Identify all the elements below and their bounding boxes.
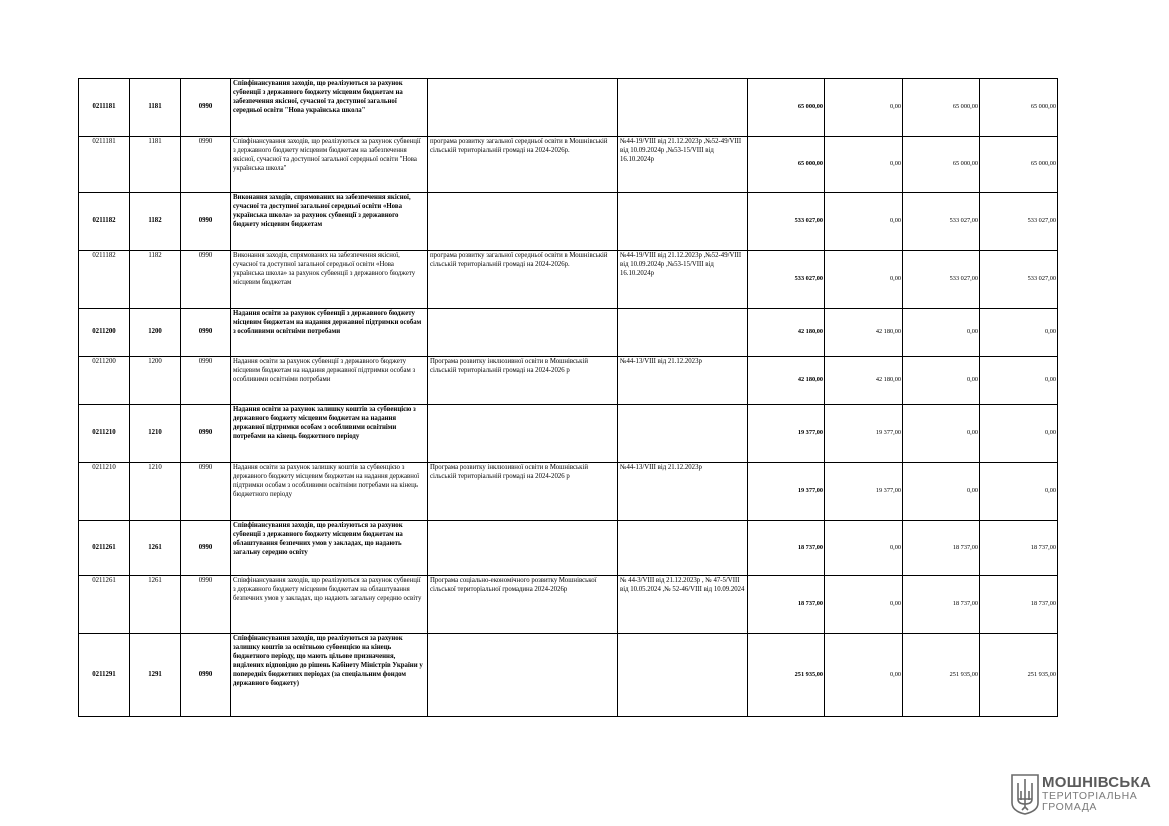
council-decision-cell [618,521,748,576]
development-budget-cell: 0,00 [980,463,1058,521]
measure-name-cell: Виконання заходів, спрямованих на забезпечення якісної, сучасної та доступної загальної середньої освіти «Нова українська школа» за рахунок субвенції з державного бюджету місцевим бюджетам [231,193,428,251]
logo-subtitle-2: ГРОМАДА [1042,801,1098,813]
general-fund-cell: 0,00 [825,193,903,251]
function-code-cell: 0990 [181,576,231,634]
council-decision-cell: №44-13/VIII від 21.12.2023р [618,463,748,521]
community-logo [1010,773,1150,815]
council-decision-cell [618,309,748,357]
general-fund-cell: 0,00 [825,576,903,634]
budget-table [78,78,1058,717]
development-budget-cell: 18 737,00 [980,576,1058,634]
general-fund-cell: 19 377,00 [825,405,903,463]
total-amount-cell: 533 027,00 [748,193,825,251]
total-amount-cell: 18 737,00 [748,521,825,576]
council-decision-cell [618,405,748,463]
table-row-subtotal [79,309,1058,357]
local-program-cell: програма розвитку загальної середньої освіти в Мошнівській сільській територіальній громаді на 2024-2026р. [428,137,618,193]
typical-program-code-cell: 1291 [130,634,181,717]
measure-name-cell: Співфінансування заходів, що реалізуються за рахунок субвенції з державного бюджету місцевим бюджетам на забезпечення якісної, сучасної та доступної загальної середньої освіти "Нова українська школа" [231,137,428,193]
program-code-cell: 0211210 [79,405,130,463]
measure-name-cell: Співфінансування заходів, що реалізуються за рахунок субвенції з державного бюджету місцевим бюджетам на забезпечення якісної, сучасної та доступної загальної середньої освіти "Нова українська школа" [231,79,428,137]
table-row [79,251,1058,309]
program-code-cell: 0211210 [79,463,130,521]
trident-emblem-icon [1010,773,1040,815]
total-amount-cell: 42 180,00 [748,309,825,357]
local-program-cell [428,634,618,717]
development-budget-cell: 0,00 [980,357,1058,405]
measure-name-cell: Співфінансування заходів, що реалізуються за рахунок субвенції з державного бюджету місцевим бюджетам на облаштування безпечних умов у закладах, що надають загальну середню освіту [231,576,428,634]
function-code-cell: 0990 [181,463,231,521]
program-code-cell: 0211182 [79,193,130,251]
table-row-subtotal [79,521,1058,576]
development-budget-cell: 0,00 [980,405,1058,463]
total-amount-cell: 251 935,00 [748,634,825,717]
function-code-cell: 0990 [181,193,231,251]
council-decision-cell [618,79,748,137]
table-row-subtotal [79,193,1058,251]
function-code-cell: 0990 [181,251,231,309]
local-program-cell [428,79,618,137]
local-program-cell [428,309,618,357]
total-amount-cell: 65 000,00 [748,137,825,193]
general-fund-cell: 42 180,00 [825,309,903,357]
special-fund-cell: 251 935,00 [903,634,980,717]
development-budget-cell: 65 000,00 [980,137,1058,193]
total-amount-cell: 19 377,00 [748,405,825,463]
budget-table-body [79,79,1058,717]
development-budget-cell: 533 027,00 [980,193,1058,251]
table-row [79,357,1058,405]
general-fund-cell: 0,00 [825,521,903,576]
typical-program-code-cell: 1261 [130,521,181,576]
measure-name-cell: Виконання заходів, спрямованих на забезпечення якісної, сучасної та доступної загальної середньої освіти «Нова українська школа» за рахунок субвенції з державного бюджету місцевим бюджетам [231,251,428,309]
local-program-cell: Програма розвитку інклюзивної освіти в Мошнівській сільській територіальній громаді на 2024-2026 р [428,463,618,521]
council-decision-cell: №44-19/VIII від 21.12.2023р ,№52-49/VIII від 10.09.2024р ,№53-15/VIII від 16.10.2024р [618,251,748,309]
special-fund-cell: 0,00 [903,357,980,405]
general-fund-cell: 0,00 [825,251,903,309]
program-code-cell: 0211200 [79,309,130,357]
total-amount-cell: 65 000,00 [748,79,825,137]
total-amount-cell: 533 027,00 [748,251,825,309]
general-fund-cell: 0,00 [825,137,903,193]
development-budget-cell: 533 027,00 [980,251,1058,309]
council-decision-cell: № 44-3/VIII від 21.12.2023р , № 47-5/VIII від 10.05.2024 ,№ 52-46/VIII від 10.09.2024 [618,576,748,634]
development-budget-cell: 18 737,00 [980,521,1058,576]
program-code-cell: 0211182 [79,251,130,309]
special-fund-cell: 0,00 [903,463,980,521]
program-code-cell: 0211200 [79,357,130,405]
table-row [79,576,1058,634]
measure-name-cell: Співфінансування заходів, що реалізуються за рахунок залишку коштів за освітньою субвенцією на кінець бюджетного періоду, що мають цільове призначення, виділених відповідно до рішень Кабінету Міністрів України у попередніх бюджетних періодах (за спеціальним фондом державного бюджету) [231,634,428,717]
typical-program-code-cell: 1210 [130,405,181,463]
typical-program-code-cell: 1261 [130,576,181,634]
function-code-cell: 0990 [181,634,231,717]
program-code-cell: 0211181 [79,137,130,193]
special-fund-cell: 65 000,00 [903,79,980,137]
measure-name-cell: Надання освіти за рахунок залишку коштів за субвенцією з державного бюджету місцевим бюджетам на надання державної підтримки особам з особливими освітніми потребами на кінець бюджетного періоду [231,463,428,521]
logo-title: МОШНІВСЬКА [1042,774,1152,791]
function-code-cell: 0990 [181,79,231,137]
council-decision-cell: №44-13/VIII від 21.12.2023р [618,357,748,405]
typical-program-code-cell: 1181 [130,79,181,137]
local-program-cell [428,405,618,463]
typical-program-code-cell: 1182 [130,193,181,251]
special-fund-cell: 65 000,00 [903,137,980,193]
measure-name-cell: Надання освіти за рахунок залишку коштів за субвенцією з державного бюджету місцевим бюджетам на надання державної підтримки особам з особливими освітніми потребами на кінець бюджетного періоду [231,405,428,463]
special-fund-cell: 18 737,00 [903,521,980,576]
function-code-cell: 0990 [181,357,231,405]
table-row-subtotal [79,634,1058,717]
council-decision-cell [618,193,748,251]
special-fund-cell: 18 737,00 [903,576,980,634]
special-fund-cell: 0,00 [903,309,980,357]
local-program-cell: Програма розвитку інклюзивної освіти в Мошнівській сільській територіальній громаді на 2024-2026 р [428,357,618,405]
function-code-cell: 0990 [181,137,231,193]
general-fund-cell: 42 180,00 [825,357,903,405]
local-program-cell [428,193,618,251]
function-code-cell: 0990 [181,521,231,576]
typical-program-code-cell: 1181 [130,137,181,193]
logo-subtitle-1: ТЕРИТОРІАЛЬНА [1042,790,1138,802]
program-code-cell: 0211291 [79,634,130,717]
total-amount-cell: 19 377,00 [748,463,825,521]
measure-name-cell: Надання освіти за рахунок субвенції з державного бюджету місцевим бюджетам на надання державної підтримки особам з особливими освітніми потребами [231,309,428,357]
development-budget-cell: 0,00 [980,309,1058,357]
typical-program-code-cell: 1200 [130,309,181,357]
local-program-cell: Програма соціально-економічного розвитку Мошнівської сільської територіальної громадина 2024-2026р [428,576,618,634]
total-amount-cell: 42 180,00 [748,357,825,405]
local-program-cell [428,521,618,576]
typical-program-code-cell: 1210 [130,463,181,521]
special-fund-cell: 0,00 [903,405,980,463]
typical-program-code-cell: 1200 [130,357,181,405]
general-fund-cell: 0,00 [825,79,903,137]
table-row [79,137,1058,193]
program-code-cell: 0211261 [79,521,130,576]
special-fund-cell: 533 027,00 [903,193,980,251]
table-row-subtotal [79,405,1058,463]
local-program-cell: програма розвитку загальної середньої освіти в Мошнівській сільській територіальній громаді на 2024-2026р. [428,251,618,309]
council-decision-cell: №44-19/VIII від 21.12.2023р ,№52-49/VIII від 10.09.2024р ,№53-15/VIII від 16.10.2024р [618,137,748,193]
table-row [79,463,1058,521]
council-decision-cell [618,634,748,717]
program-code-cell: 0211261 [79,576,130,634]
special-fund-cell: 533 027,00 [903,251,980,309]
development-budget-cell: 65 000,00 [980,79,1058,137]
measure-name-cell: Надання освіти за рахунок субвенції з державного бюджету місцевим бюджетам на надання державної підтримки особам з особливими освітніми потребами [231,357,428,405]
measure-name-cell: Співфінансування заходів, що реалізуються за рахунок субвенції з державного бюджету місцевим бюджетам на облаштування безпечних умов у закладах, що надають загальну середню освіту [231,521,428,576]
function-code-cell: 0990 [181,309,231,357]
typical-program-code-cell: 1182 [130,251,181,309]
development-budget-cell: 251 935,00 [980,634,1058,717]
total-amount-cell: 18 737,00 [748,576,825,634]
general-fund-cell: 0,00 [825,634,903,717]
function-code-cell: 0990 [181,405,231,463]
table-row-subtotal [79,79,1058,137]
program-code-cell: 0211181 [79,79,130,137]
general-fund-cell: 19 377,00 [825,463,903,521]
